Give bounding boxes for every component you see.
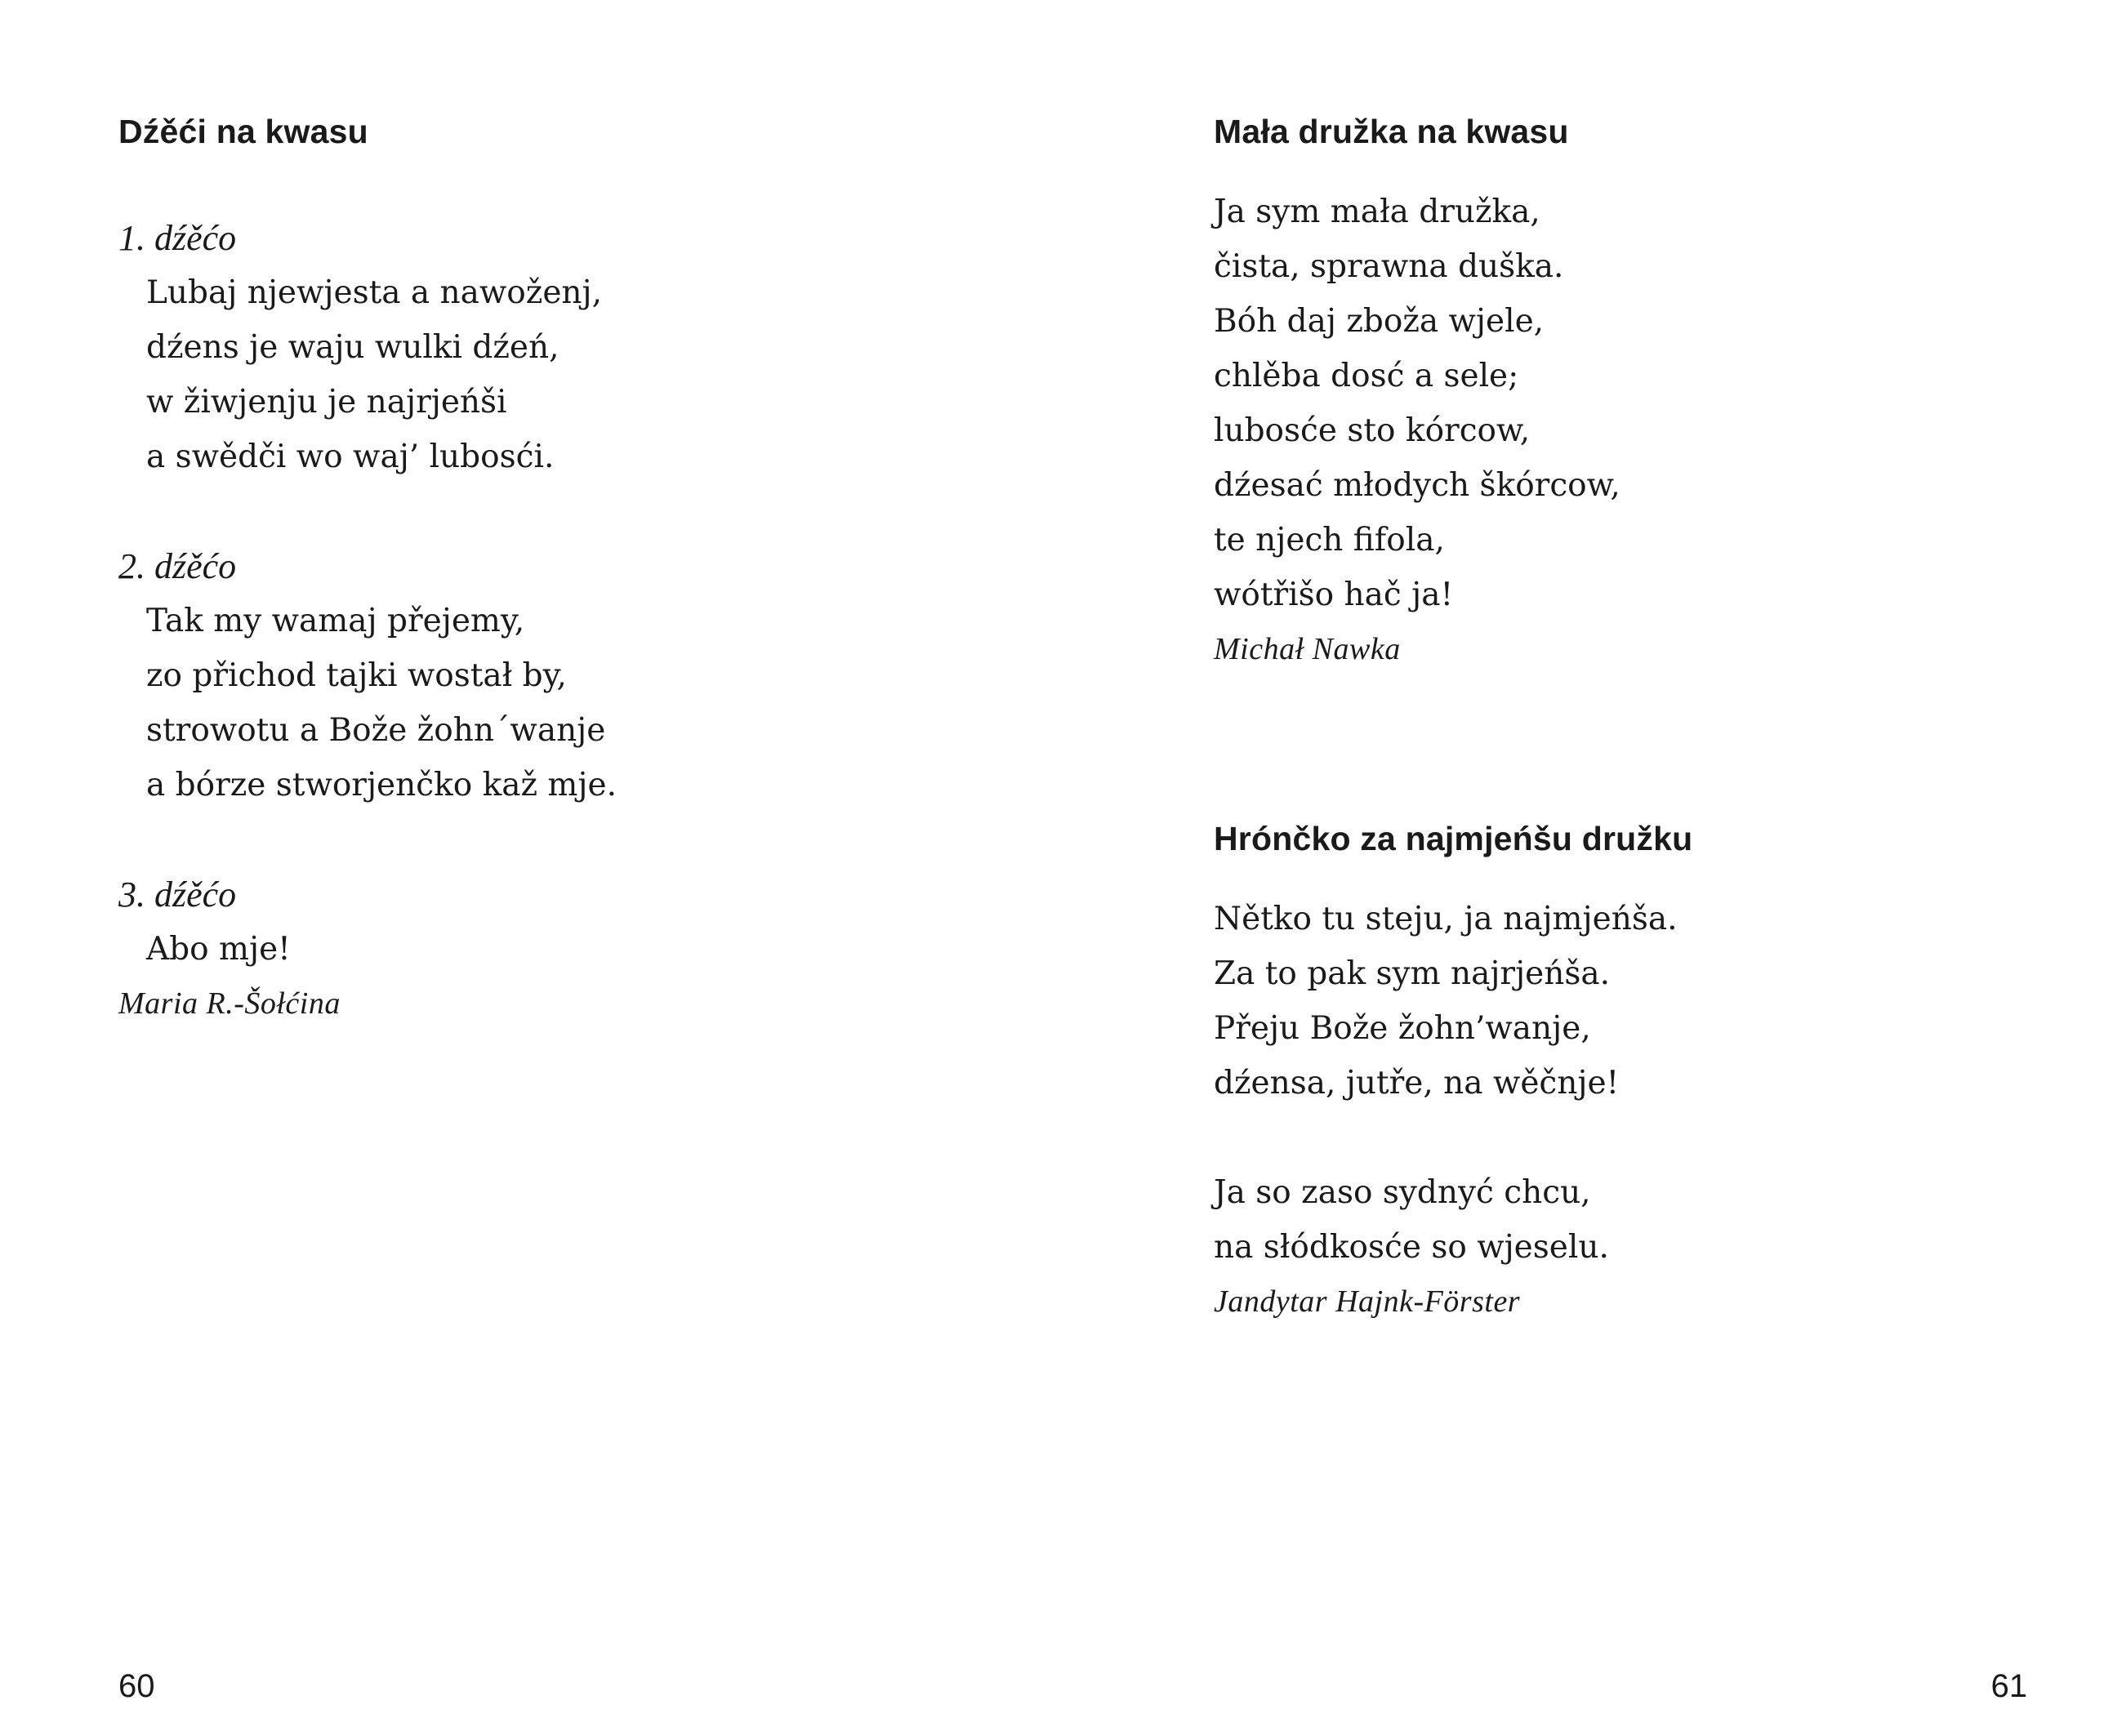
stanza-3 [118, 867, 1017, 977]
stanza-1 [1214, 892, 2112, 1111]
poem-line: dźensa, jutře, na wěčnje! [1214, 1065, 1620, 1102]
poem-hroncko [1214, 815, 2112, 1329]
poem-title: Mała družka na kwasu [1214, 113, 1569, 150]
stanza [1214, 185, 2112, 622]
poem-title: Dźěći na kwasu [118, 113, 368, 150]
poem-line: Přeju Bože žohn’wanje, [1214, 1010, 1591, 1047]
poem-line: strowotu a Bože žohn´wanje [146, 712, 606, 749]
poem-line: w žiwjenju je najrjeńši [146, 384, 507, 421]
poem-line: Tak my wamaj přejemy, [146, 603, 525, 639]
poem-line: a swědči wo waj’ lubosći. [146, 438, 555, 475]
poem-line: a bórze stworjenčko kaž mje. [146, 767, 617, 803]
stanza-2 [118, 539, 1017, 812]
poem-author: Jandytar Hajnk-Förster [1214, 1284, 1521, 1319]
poem-line: Ja so zaso sydnyć chcu, [1214, 1174, 1591, 1211]
poem-line: dźens je waju wulki dźeń, [146, 329, 559, 366]
poem-line: dźesać młodych škórcow, [1214, 467, 1620, 504]
poem-line: lubosće sto kórcow, [1214, 412, 1531, 449]
poem-line: wótřišo hač ja! [1214, 576, 1454, 613]
poem-author: Maria R.-Šołćina [118, 986, 341, 1021]
poem-line: čista, sprawna duška. [1214, 248, 1564, 285]
poem-line: na słódkosće so wjeselu. [1214, 1229, 1609, 1266]
page-number: 60 [118, 1668, 155, 1704]
poem-line: Abo mje! [146, 931, 291, 968]
poem-mala-druzka [1214, 108, 2112, 677]
poem-line: Za to pak sym najrjeńša. [1214, 955, 1611, 992]
poem-dzeci-na-kwasu [118, 108, 1017, 1031]
poem-line: Lubaj njewjesta a nawoženj, [146, 274, 603, 311]
poem-line: te njech fifola, [1214, 522, 1445, 559]
page-number: 61 [1990, 1668, 2027, 1704]
speaker-label: 3. dźěćo [118, 875, 237, 915]
poem-title: Hrónčko za najmjeńšu družku [1214, 820, 1693, 857]
poem-line: Nětko tu steju, ja najmjeńša. [1214, 901, 1678, 937]
speaker-label: 1. dźěćo [118, 218, 237, 258]
poem-line: chlěba dosć a sele; [1214, 358, 1519, 394]
speaker-label: 2. dźěćo [118, 546, 237, 586]
poem-line: Ja sym mała družka, [1214, 194, 1540, 230]
poem-line: Bóh daj zboža wjele, [1214, 303, 1545, 340]
poem-author: Michał Nawka [1214, 632, 1401, 666]
poem-line: zo přichod tajki wostał by, [146, 657, 567, 694]
stanza-2 [1214, 1165, 2112, 1275]
stanza-1 [118, 211, 1017, 484]
